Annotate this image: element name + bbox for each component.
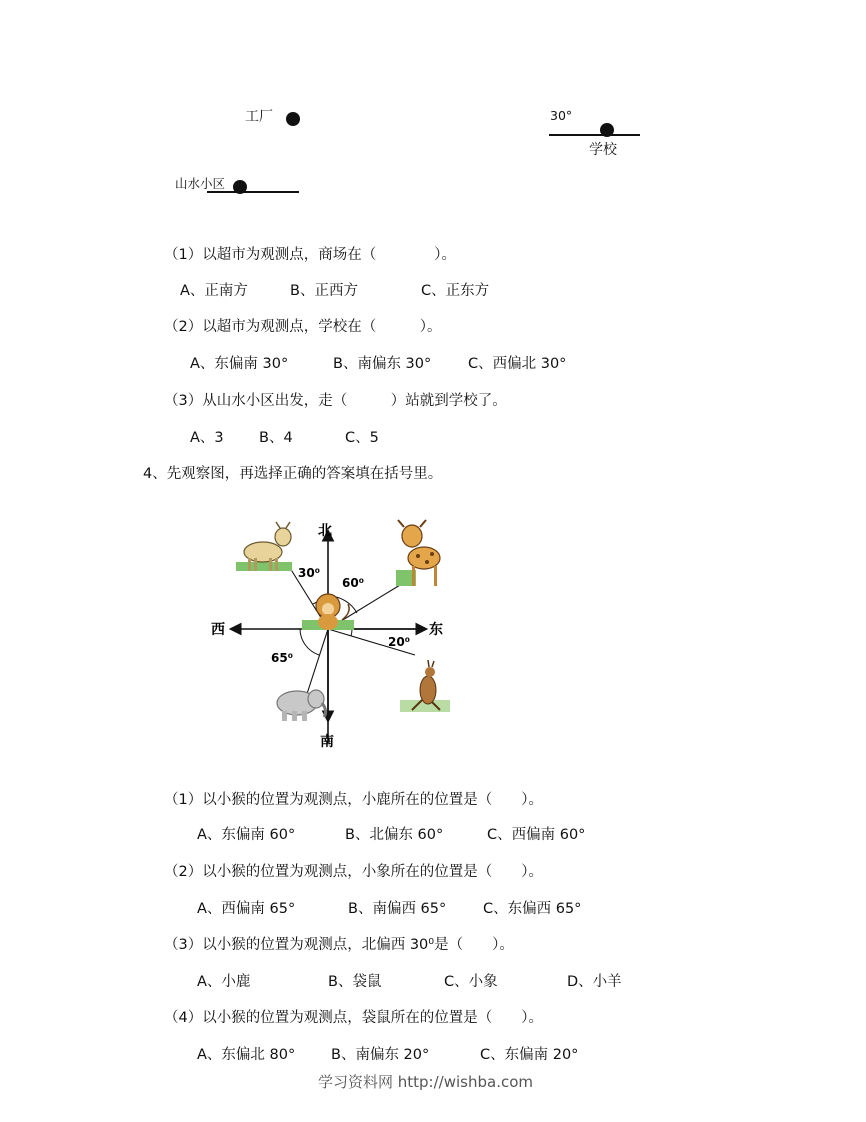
q3-3-opt-c: C、5 [345,430,379,446]
compass-diagram [200,510,470,755]
arc-65 [300,629,319,655]
arc-20 [351,629,352,636]
label-angle-60: 60⁰ [342,576,364,590]
label-north: 北 [318,523,332,539]
q4-4-opt-b: B、南偏东 20° [331,1047,430,1063]
q3-item-3: （3）从山水小区出发，走（ ）站就到学校了。 [164,393,507,409]
label-school: 学校 [589,142,617,158]
q4-1-opt-b: B、北偏东 60° [345,827,444,843]
q4-item-2: （2）以小猴的位置为观测点，小象所在的位置是（ ）。 [164,864,543,880]
q4-item-1: （1）以小猴的位置为观测点，小鹿所在的位置是（ ）。 [164,792,543,808]
q4-4-opt-c: C、东偏南 20° [480,1047,579,1063]
label-west: 西 [211,622,225,638]
label-angle-30: 30⁰ [298,566,320,580]
deer-image [396,520,440,586]
q4-4-opt-a: A、东偏北 80° [197,1047,296,1063]
label-angle-20: 20⁰ [388,635,410,649]
q3-2-opt-a: A、东偏南 30° [190,356,289,372]
q4-item-4: （4）以小猴的位置为观测点，袋鼠所在的位置是（ ）。 [164,1010,543,1026]
factory-dot [286,112,300,126]
q4-title: 4、先观察图，再选择正确的答案填在括号里。 [143,466,443,482]
q4-3-opt-c: C、小象 [444,974,498,990]
elephant-image [277,690,326,721]
q3-3-opt-b: B、4 [259,430,293,446]
sheep-image [236,522,292,571]
footer-watermark: 学习资料网 http://wishba.com [318,1073,533,1091]
label-east: 东 [429,622,443,638]
school-line [549,134,640,136]
q4-1-opt-c: C、西偏南 60° [487,827,586,843]
q3-item-1: （1）以超市为观测点，商场在（ ）。 [164,247,456,263]
q3-3-opt-a: A、3 [190,430,224,446]
q4-2-opt-b: B、南偏西 65° [348,901,447,917]
ray-elephant [305,629,328,700]
q3-item-2: （2）以超市为观测点，学校在（ ）。 [164,319,442,335]
q4-3-opt-b: B、袋鼠 [328,974,382,990]
community-line [207,191,299,193]
q3-2-opt-b: B、南偏东 30° [333,356,432,372]
q3-1-opt-a: A、正南方 [180,283,248,299]
q4-3-opt-a: A、小鹿 [197,974,251,990]
q4-2-opt-c: C、东偏西 65° [483,901,582,917]
label-south: 南 [320,734,334,750]
q3-1-opt-b: B、正西方 [290,283,358,299]
q3-2-opt-c: C、西偏北 30° [468,356,567,372]
kangaroo-image [400,660,450,712]
q4-item-3: （3）以小猴的位置为观测点，北偏西 30⁰是（ ）。 [164,937,514,953]
q3-1-opt-c: C、正东方 [421,283,490,299]
label-angle-30: 30° [550,108,573,123]
label-angle-65: 65⁰ [271,651,293,665]
label-factory: 工厂 [245,109,273,125]
label-community: 山水小区 [175,176,226,191]
q4-3-opt-d: D、小羊 [567,974,622,990]
q4-1-opt-a: A、东偏南 60° [197,827,296,843]
q4-2-opt-a: A、西偏南 65° [197,901,296,917]
